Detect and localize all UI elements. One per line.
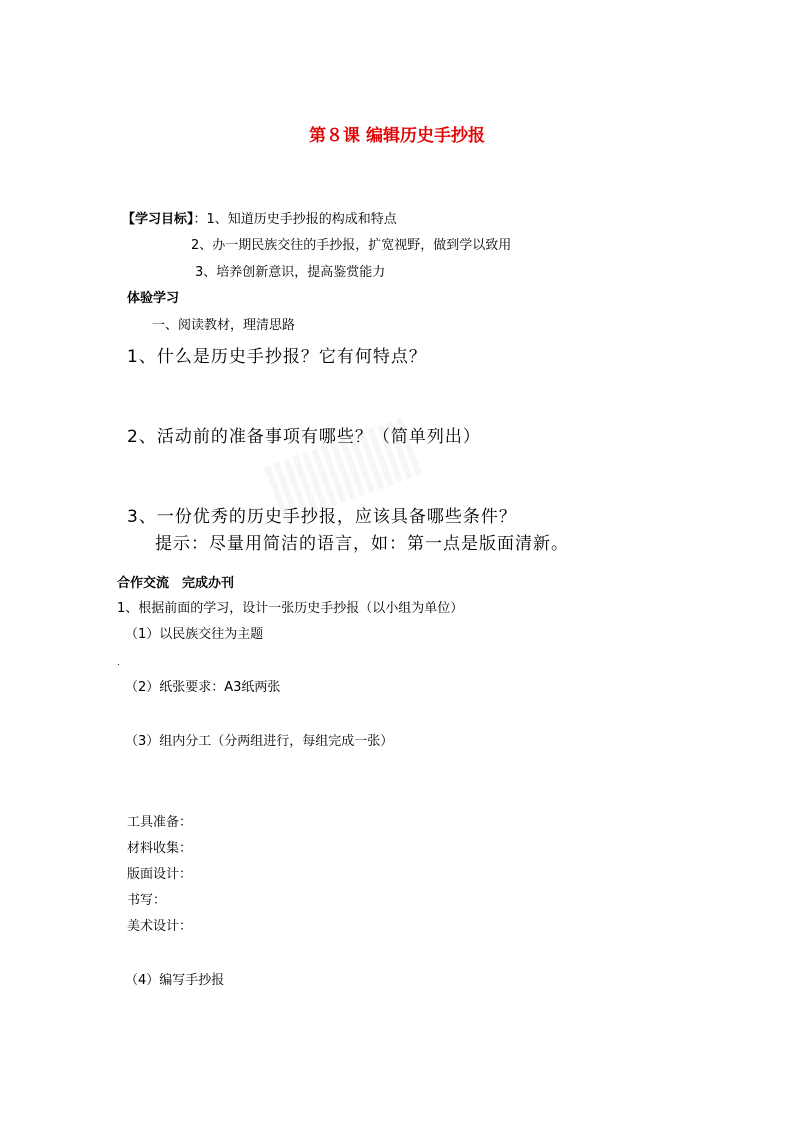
objective-item-3: 3、培养创新意识，提高鉴赏能力 [195,265,386,280]
role-layout: 版面设计： [127,867,193,882]
role-writing: 书写： [127,893,167,908]
cooperation-heading: 合作交流 完成办刊 [117,576,235,591]
role-tools: 工具准备： [127,815,193,830]
objectives-label: 【学习目标】 [122,212,194,227]
cooperation-item-4: （4）编写手抄报 [125,973,225,988]
role-art: 美术设计： [127,919,193,934]
stray-dot: . [117,658,120,668]
question-3: 3、一份优秀的历史手抄报，应该具备哪些条件？ [127,507,517,527]
hint-text: 提示：尽量用简洁的语言，如：第一点是版面清新。 [155,534,569,554]
cooperation-intro: 1、根据前面的学习，设计一张历史手抄报（以小组为单位） [117,601,464,616]
experience-heading: 体验学习 [127,291,180,306]
cooperation-item-3: （3）组内分工（分两组进行，每组完成一张） [125,734,394,749]
cooperation-item-1: （1）以民族交往为主题 [125,627,264,642]
question-1: 1、什么是历史手抄报？它有何特点？ [127,347,427,367]
cooperation-item-2: （2）纸张要求：A3纸两张 [125,680,281,695]
role-materials: 材料收集： [127,841,193,856]
objective-item-1: ：1、知道历史手抄报的构成和特点 [193,212,397,227]
objectives-line-1 [122,212,397,228]
objective-item-2: 2、办一期民族交往的手抄报，扩宽视野，做到学以致用 [191,238,512,253]
experience-subheading: 一、阅读教材，理清思路 [152,318,296,333]
page-title: 第８课 编辑历史手抄报 [309,126,485,146]
question-2: 2、活动前的准备事项有哪些？（简单列出） [127,427,481,447]
